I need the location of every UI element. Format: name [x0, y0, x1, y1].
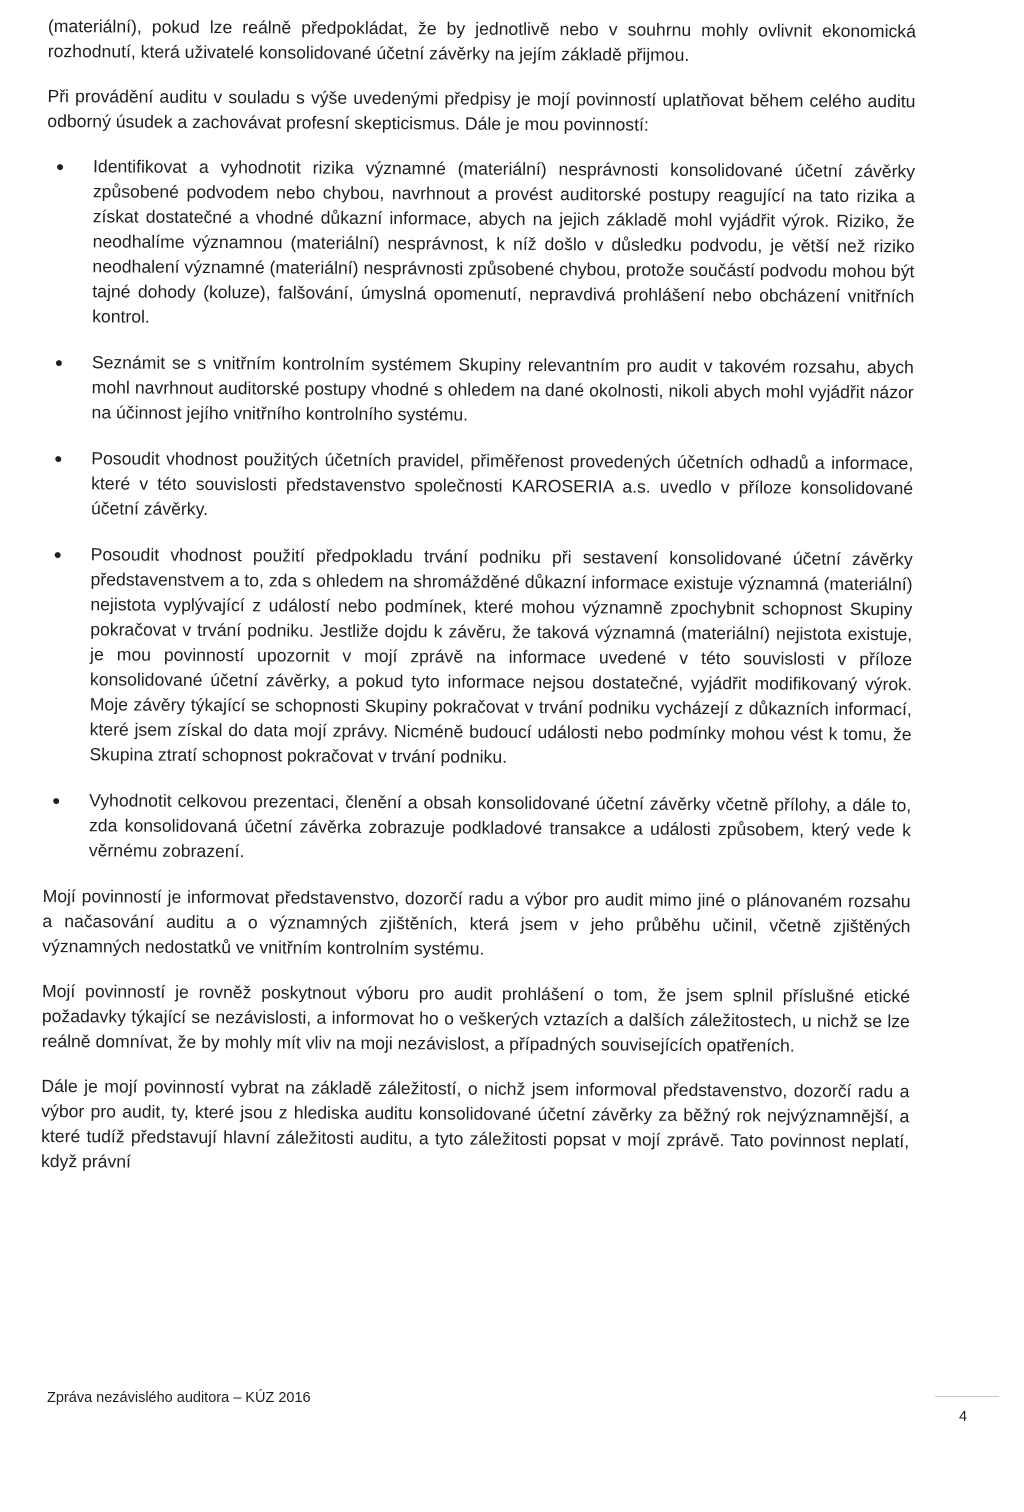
bullet-text-going-concern: Posoudit vhodnost použití předpokladu trvání podniku při sestavení konsolidované účetní závěrky představenstvem a to, zda s ohledem na shromážděné důkazní informace existuje významná (materiální) nejistota vyplývající z událostí nebo podmínek, které mohou významně zpochybnit schopnost Skupiny pokračovat v trvání podniku. Jestliže dojdu k závěru, že taková významná (materiální) nejistota existuje, je mou povinností upozornit v mojí zprávě na informace uvedené v této souvislosti v příloze konsolidované účetní závěrky, a pokud tyto informace nejsou dostatečné, vyjádřit modifikovaný výrok. Moje závěry týkající se schopnosti Skupiny pokračovat v trvání podniku vycházejí z důkazních informací, které jsem získal do data mojí zprávy. Nicméně budoucí události nebo podmínky mohou vést k tomu, že Skupina ztratí schopnost pokračovat v trvání podniku.	[89, 544, 913, 767]
paragraph-independence-statement: Mojí povinností je rovněž poskytnout výboru pro audit prohlášení o tom, že jsem splnil příslušné etické požadavky týkající se nezávislosti, a informovat ho o veškerých vztazích a dalších záležitostech, u nichž se lze reálně domnívat, že by mohly mít vliv na moji nezávislost, a případných souvisejících opatřeních.	[41, 980, 911, 1056]
bullet-dot-icon	[56, 360, 62, 366]
list-item	[46, 154, 915, 334]
footer-title: Zpráva nezávislého auditora – KÚZ 2016	[47, 1390, 311, 1406]
list-item	[43, 542, 912, 772]
paragraph-communication-with-board: Mojí povinností je informovat představenstvo, dozorčí radu a výbor pro audit mimo jiné o plánovaném rozsahu a načasování auditu a o významných zjištěních, která jsem v jeho průběhu učinil, včetně zjištěných významných nedostatků ve vnitřním kontrolním systému.	[42, 885, 911, 959]
bullet-text-overall-presentation: Vyhodnotit celkovou prezentaci, členění a obsah konsolidované účetní závěrky včetně přílohy, a dále to, zda konsolidovaná účetní závěrka zobrazuje podkladové transakce a události způsobem, který vede k věrnému zobrazení.	[88, 790, 912, 862]
duties-bullet-list	[43, 154, 915, 868]
bullet-text-accounting-policies: Posoudit vhodnost použitých účetních pravidel, přiměřenost provedených účetních odhadů a informace, které v této souvislosti představenstvo společnosti KAROSERIA a.s. uvedlo v příloze konsolidované účetní závěrky.	[90, 448, 914, 519]
bullet-dot-icon	[55, 552, 61, 558]
list-item	[45, 446, 913, 526]
paragraph-auditor-duties-intro: Při provádění auditu v souladu s výše uvedenými předpisy je mojí povinností uplatňovat během celého auditu odborný úsudek a zachovávat profesní skepticismus. Dále je mou povinností:	[47, 85, 916, 135]
bullet-dot-icon	[53, 798, 59, 804]
bullet-text-internal-control: Seznámit se s vnitřním kontrolním systémem Skupiny relevantním pro audit v takovém rozsahu, abych mohl navrhnout auditorské postupy vhodné s ohledem na dané okolnosti, nikoli abych mohl vyjádřit názor na účinnost jejího vnitřního kontrolního systému.	[91, 352, 914, 425]
bullet-dot-icon	[55, 456, 61, 462]
paragraph-materiality: (materiální), pokud lze reálně předpokládat, že by jednotlivě nebo v souhrnu mohly ovlivnit ekonomická rozhodnutí, která uživatelé konsolidované účetní závěrky na jejím základě přijmou.	[47, 15, 916, 65]
list-item	[45, 350, 913, 430]
footer-divider	[935, 1396, 999, 1397]
list-item	[43, 788, 911, 868]
bullet-text-risk-assessment: Identifikovat a vyhodnotit rizika významné (materiální) nesprávnosti konsolidované účetní závěrky způsobené podvodem nebo chybou, navrhnout a provést auditorské postupy reagující na tato rizika a získat dostatečné a vhodné důkazní informace, abych na jejich základě mohl vyjádřit výrok. Riziko, že neodhalíme významnou (materiální) nesprávnost, k níž došlo v důsledku podvodu, je větší než riziko neodhalení významné (materiální) nesprávnosti způsobené chybou, protože součástí podvodu mohou být tajné dohody (koluze), falšování, úmyslná opomenutí, nepravdivá prohlášení nebo obcházení vnitřních kontrol.	[92, 156, 916, 327]
paragraph-key-audit-matters: Dále je mojí povinností vybrat na základě záležitostí, o nichž jsem informoval představenstvo, dozorčí radu a výbor pro audit, ty, které jsou z hlediska auditu konsolidované účetní závěrky za běžný rok nejvýznamnější, a které tudíž představují hlavní záležitosti auditu, a tyto záležitosti popsat v mojí zprávě. Tato povinnost neplatí, když právní	[40, 1075, 910, 1172]
bullet-dot-icon	[57, 164, 63, 170]
page-number: 4	[959, 1409, 968, 1425]
document-body	[41, 14, 916, 1199]
